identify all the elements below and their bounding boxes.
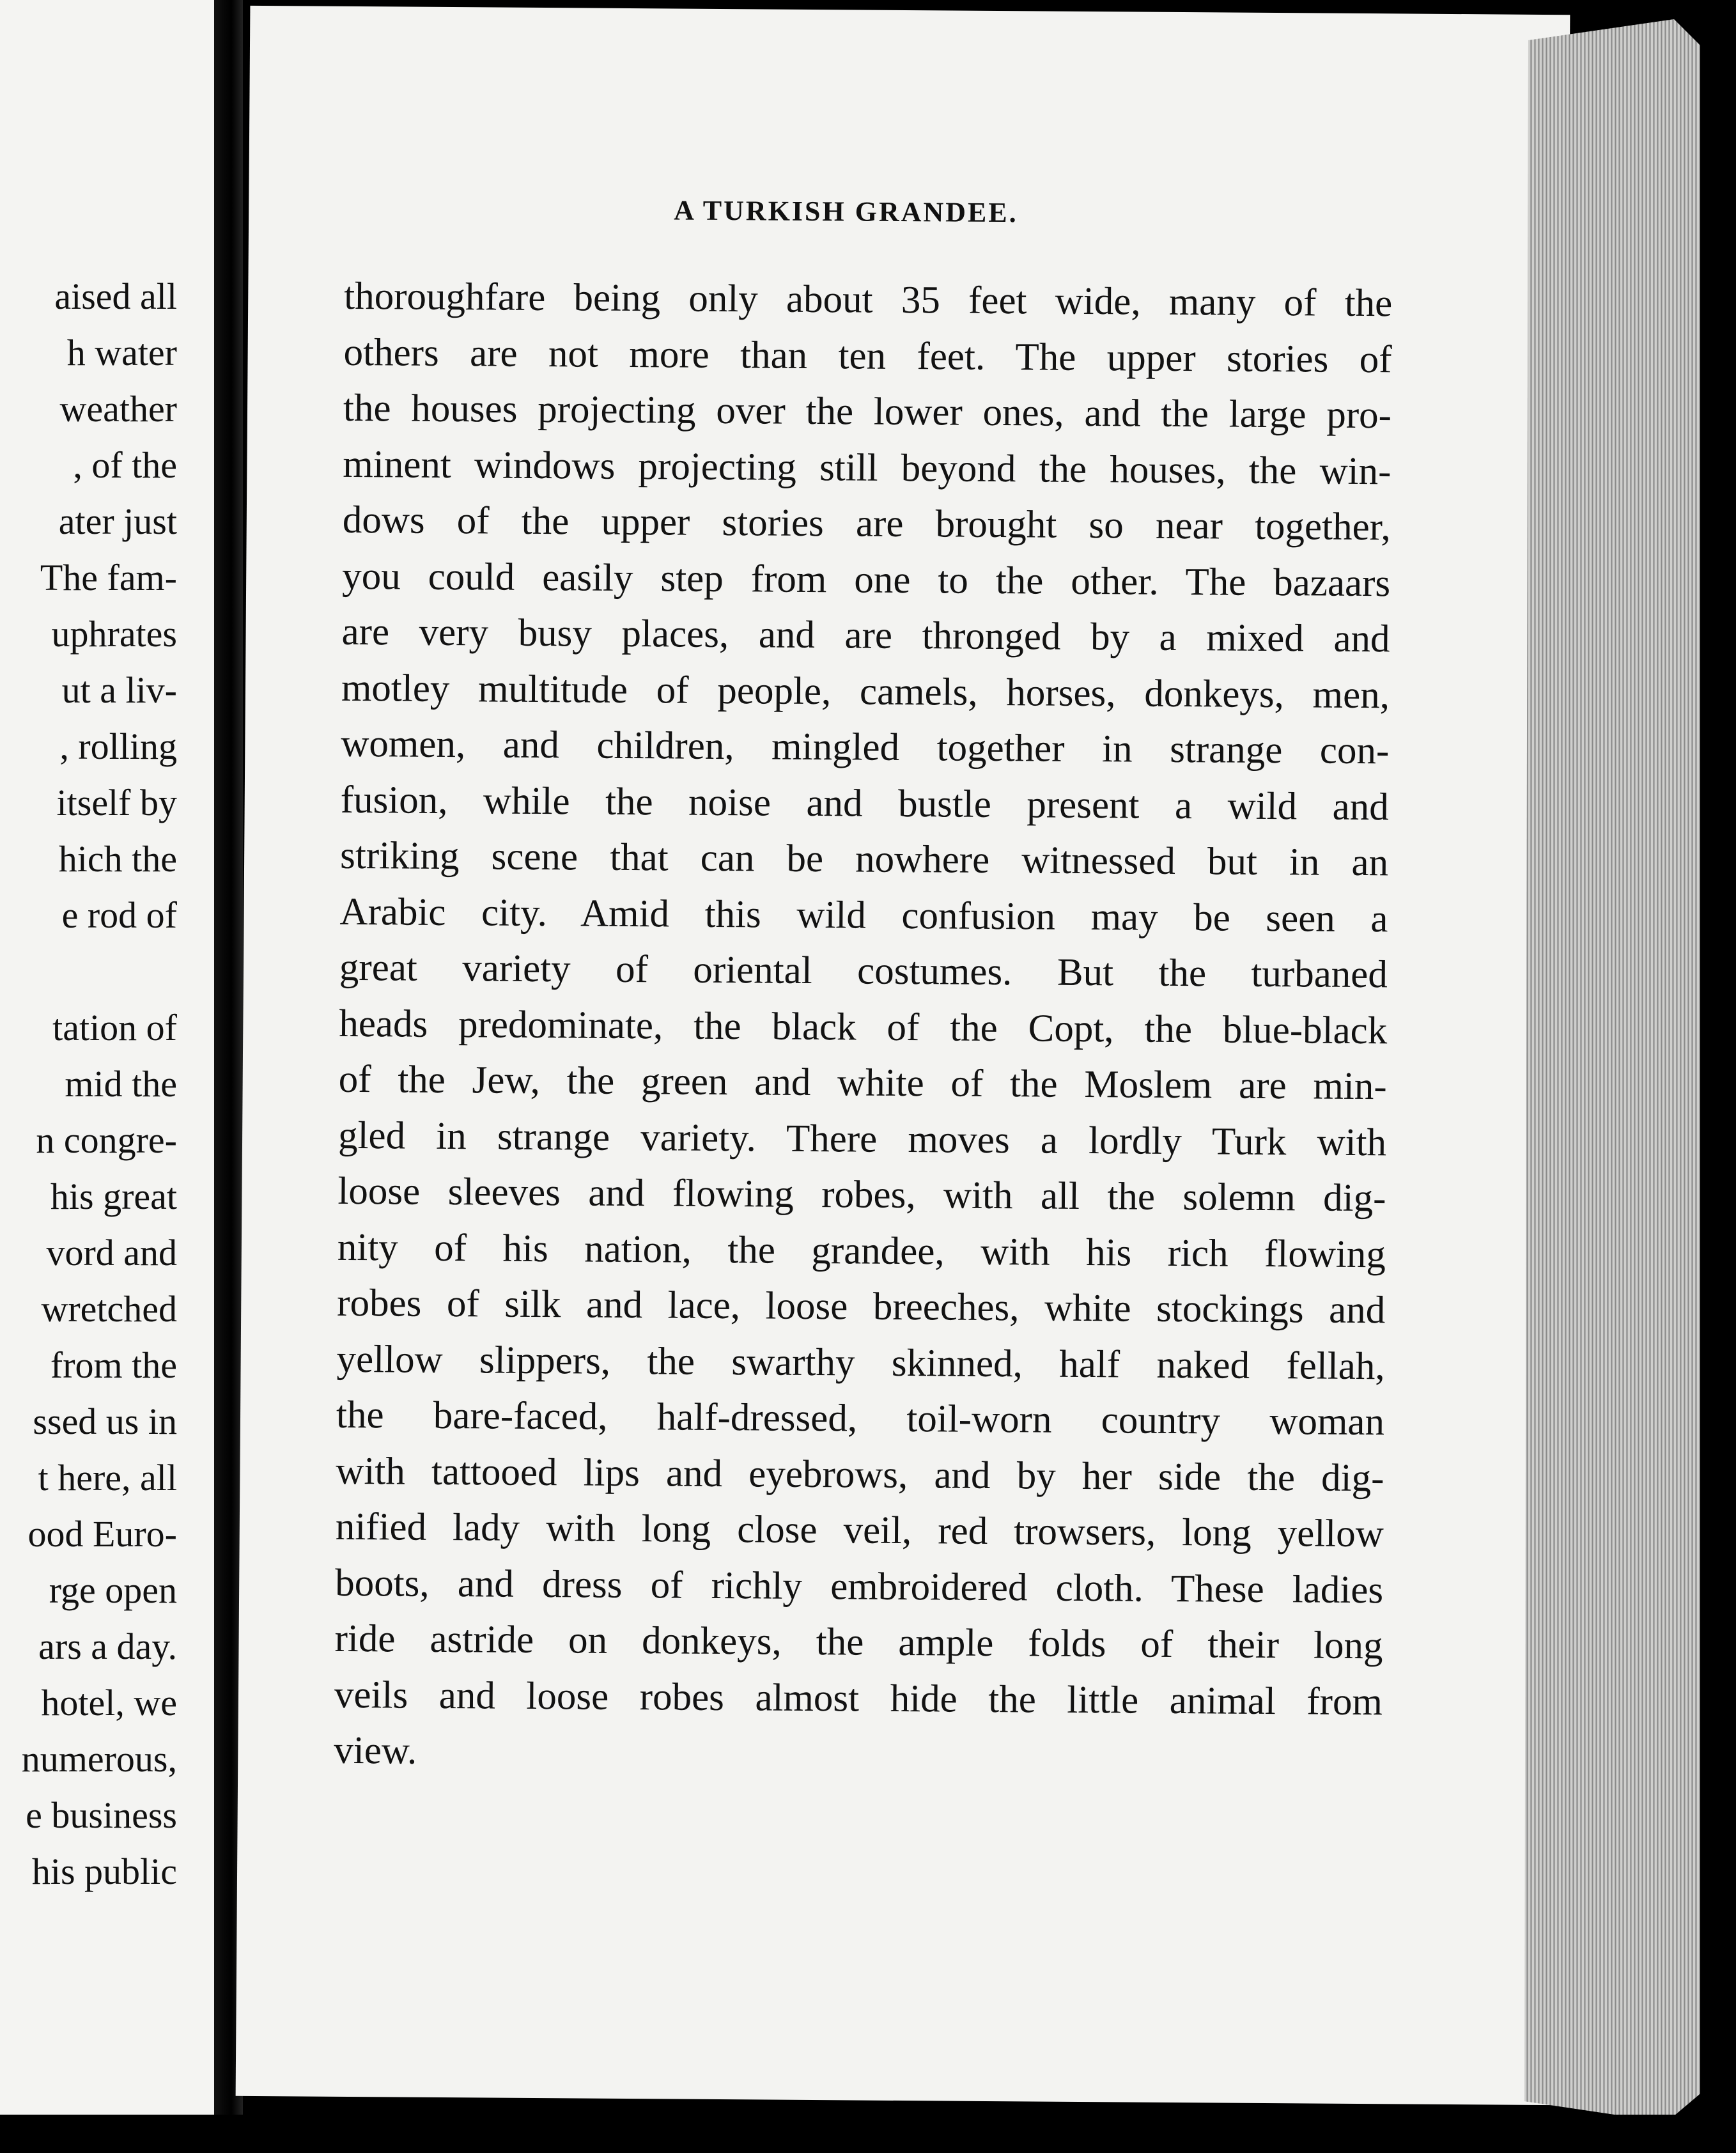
left-page-line: vord and [46, 1232, 177, 1273]
running-title: A TURKISH GRANDEE. [674, 194, 1018, 229]
body-line: boots, and dress of richly embroidered cloth. These ladies [334, 1561, 1384, 1612]
left-page-line: n congre- [36, 1119, 177, 1161]
body-line: yellow slippers, the swarthy skinned, half naked fellah, [336, 1337, 1385, 1388]
body-line: Arabic city. Amid this wild confusion may be seen a [339, 890, 1388, 940]
left-page-line [0, 944, 177, 1000]
body-line: gled in strange variety. There moves a lordly Turk with [337, 1114, 1387, 1164]
main-page [236, 6, 1570, 2105]
left-page-line: aised all [54, 276, 177, 317]
scan-border [1700, 0, 1736, 2153]
left-page-line: tation of [52, 1007, 177, 1048]
body-line: others are not more than ten feet. The upper stories of [343, 330, 1392, 381]
body-line: great variety of oriental costumes. But the turbaned [339, 945, 1388, 997]
body-line: women, and children, mingled together in strange con- [341, 722, 1390, 773]
body-line: you could easily step from one to the other. The bazaars [341, 554, 1391, 605]
body-line: the houses projecting over the lower ones, and the large pro- [343, 386, 1392, 437]
left-page-line: ut a liv- [61, 669, 177, 711]
body-line: ride astride on donkeys, the ample folds of their long [334, 1617, 1383, 1668]
body-line: dows of the upper stories are brought so near together, [342, 498, 1391, 549]
left-page-line: h water [66, 332, 177, 373]
left-page-line: hich the [58, 838, 177, 880]
left-page-line: numerous, [21, 1738, 177, 1780]
left-page-line: , of the [73, 444, 177, 486]
body-text [334, 268, 1392, 1786]
body-line: minent windows projecting still beyond the houses, the win- [343, 442, 1391, 493]
left-page-line: ood Euro- [27, 1513, 177, 1555]
left-facing-page [0, 0, 214, 2153]
left-page-line: e business [26, 1794, 177, 1836]
scan-bottom-border [0, 2115, 1736, 2153]
left-page-line: The fam- [40, 557, 177, 598]
running-head [674, 194, 1632, 233]
left-page-line: his public [31, 1851, 177, 1892]
left-page-text [0, 268, 177, 1900]
left-page-line: itself by [56, 782, 177, 823]
body-line: of the Jew, the green and white of the Moslem are min- [338, 1057, 1387, 1108]
left-page-line: his great [50, 1176, 177, 1217]
body-line: motley multitude of people, camels, horses, donkeys, men, [341, 666, 1390, 717]
left-page-line: uphrates [51, 613, 177, 655]
left-page-line: t here, all [38, 1457, 177, 1498]
page-fore-edge [1524, 19, 1716, 2122]
left-page-line: e rod of [61, 894, 177, 936]
left-page-line: hotel, we [41, 1682, 177, 1723]
left-page-line: wretched [41, 1288, 177, 1330]
body-line: the bare-faced, half-dressed, toil-worn country woman [336, 1393, 1385, 1444]
body-line: fusion, while the noise and bustle present a wild and [340, 778, 1389, 828]
body-line: loose sleeves and flowing robes, with all the solemn dig- [337, 1169, 1386, 1220]
body-line: nity of his nation, the grandee, with his rich flowing [337, 1225, 1386, 1276]
left-page-line: ssed us in [33, 1401, 177, 1442]
body-line: striking scene that can be nowhere witnessed but in an [339, 834, 1389, 885]
left-page-line: ars a day. [38, 1626, 177, 1667]
body-line: are very busy places, and are thronged by a mixed and [341, 610, 1390, 661]
left-page-line: ater just [58, 501, 177, 542]
body-line: view. [334, 1729, 417, 1773]
body-line: with tattooed lips and eyebrows, and by her side the dig- [336, 1449, 1384, 1500]
left-page-line: rge open [49, 1569, 177, 1611]
body-line: robes of silk and lace, loose breeches, white stockings and [337, 1281, 1386, 1332]
left-page-line: weather [59, 388, 177, 430]
left-page-line: , rolling [59, 726, 177, 767]
left-page-line: mid the [65, 1063, 177, 1105]
left-page-line: from the [50, 1344, 177, 1386]
body-line: thoroughfare being only about 35 feet wide, many of the [344, 274, 1393, 325]
body-line: veils and loose robes almost hide the little animal from [334, 1673, 1383, 1723]
body-line: heads predominate, the black of the Copt, the blue-black [339, 1002, 1388, 1052]
body-line: nified lady with long close veil, red trowsers, long yellow [335, 1505, 1384, 1556]
